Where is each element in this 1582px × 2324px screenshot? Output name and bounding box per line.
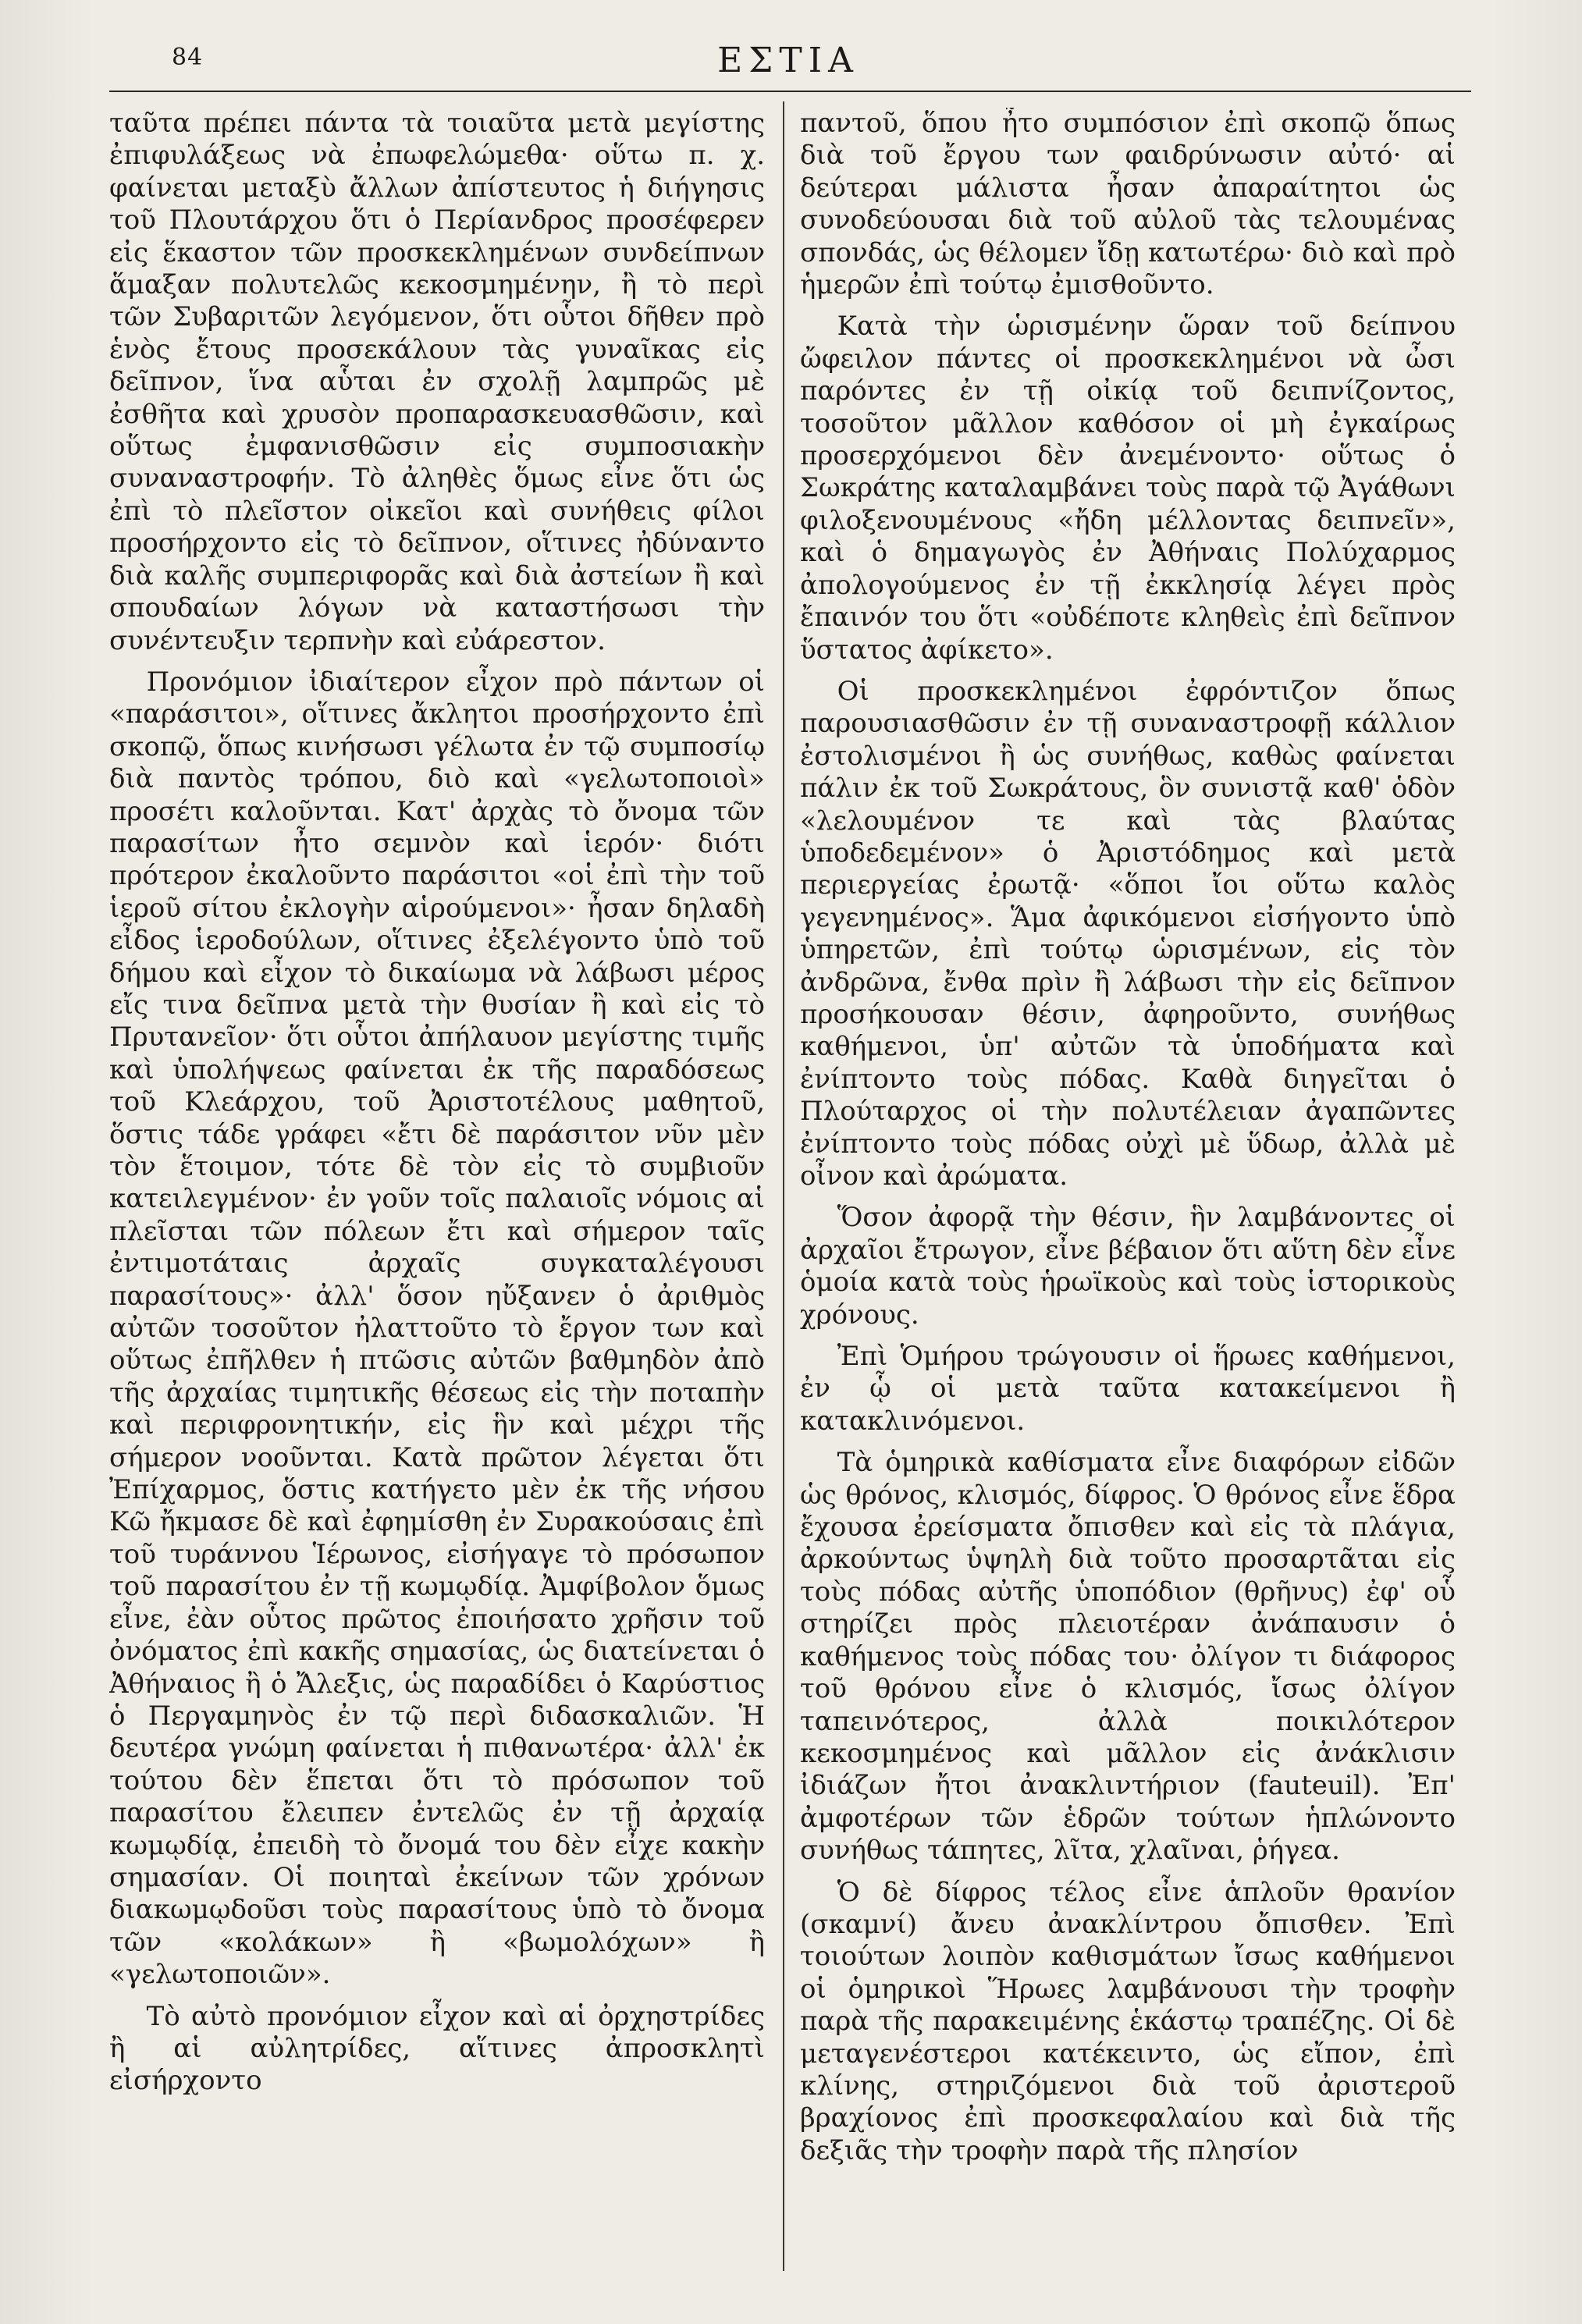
page-number: 84 [172,44,204,71]
header-rule [109,91,1471,92]
paragraph: Ἐπὶ Ὁμήρου τρώγουσιν οἱ ἥρωες καθήμενοι, ἐν ᾧ οἱ μετὰ ταῦτα κατακείμενοι ἢ κατακλινόμενοι. [800,1341,1456,1437]
paragraph: Τὸ αὐτὸ προνόμιον εἶχον καὶ αἱ ὀρχηστρίδες ἢ αἱ αὐλητρίδες, αἵτινες ἀπροσκλητὶ εἰσήρχοντο [109,2000,765,2097]
paragraph: Ὅσον ἀφορᾷ τὴν θέσιν, ἣν λαμβάνοντες οἱ ἀρχαῖοι ἔτρωγον, εἶνε βέβαιον ὅτι αὕτη δὲν εἶνε ὁμοία κατὰ τοὺς ἡρωϊκοὺς καὶ τοὺς ἱστορικοὺς χρόνους. [800,1202,1456,1331]
paragraph: Προνόμιον ἰδιαίτερον εἶχον πρὸ πάντων οἱ «παράσιτοι», οἵτινες ἄκλητοι προσήρχοντο ἐπὶ σκοπῷ, ὅπως κινήσωσι γέλωτα ἐν τῷ συμποσίῳ διὰ παντὸς τρόπου, διὸ καὶ «γελωτοποιοὶ» προσέτι καλοῦνται. Κατ' ἀρχὰς τὸ ὄνομα τῶν παρασίτων ἦτο σεμνὸν καὶ ἱερόν· διότι πρότερον ἐκαλοῦντο παράσιτοι «οἱ ἐπὶ τὴν τοῦ ἱεροῦ σίτου ἐκλογὴν αἱρούμενοι»· ἦσαν δηλαδὴ εἶδος ἱεροδούλων, οἵτινες ἐξελέγοντο ὑπὸ τοῦ δήμου καὶ εἶχον τὸ δικαίωμα νὰ λάβωσι μέρος εἴς τινα δεῖπνα μετὰ τὴν θυσίαν ἢ καὶ εἰς τὸ Πρυτανεῖον· ὅτι οὗτοι ἀπήλαυον μεγίστης τιμῆς καὶ ὑπολήψεως φαίνεται ἐκ τῆς παραδόσεως τοῦ Κλεάρχου, τοῦ Ἀριστοτέλους μαθητοῦ, ὅστις τάδε γράφει «ἔτι δὲ παράσιτον νῦν μὲν τὸν ἕτοιμον, τότε δὲ τὸν εἰς τὸ συμβιοῦν κατειλεγμένον· ἐν γοῦν τοῖς παλαιοῖς νόμοις αἱ πλεῖσται τῶν πόλεων ἔτι καὶ σήμερον ταῖς ἐντιμοτάταις ἀρχαῖς συγκαταλέγουσι παρασίτους»· ἀλλ' ὅσον ηὔξανεν ὁ ἀριθμὸς αὐτῶν τοσοῦτον ἠλαττοῦτο τὸ ἔργον των καὶ οὕτως ἐπῆλθεν ἡ πτῶσις αὐτῶν βαθμηδὸν ἀπὸ τῆς ἀρχαίας τιμητικῆς θέσεως εἰς τὴν ποταπὴν καὶ περιφρονητικήν, εἰς ἣν καὶ μέχρι τῆς σήμερον νοοῦνται. Κατὰ πρῶτον λέγεται ὅτι Ἐπίχαρμος, ὅστις κατήγετο μὲν ἐκ τῆς νήσου Κῶ ἤκμασε δὲ καὶ ἐφημίσθη ἐν Συρακούσαις ἐπὶ τοῦ τυράννου Ἱέρωνος, εἰσήγαγε τὸ πρόσωπον τοῦ παρασίτου ἐν τῇ κωμῳδίᾳ. Ἀμφίβολον ὅμως εἶνε, ἐὰν οὗτος πρῶτος ἐποιήσατο χρῆσιν τοῦ ὀνόματος ἐπὶ κακῆς σημασίας, ὡς διατείνεται ὁ Ἀθήναιος ἢ ὁ Ἄλεξις, ὡς παραδίδει ὁ Καρύστιος ὁ Περγαμηνὸς ἐν τῷ περὶ διδασκαλιῶν. Ἡ δευτέρα γνώμη φαίνεται ἡ πιθανωτέρα· ἀλλ' ἐκ τούτου δὲν ἕπεται ὅτι τὸ πρόσωπον τοῦ παρασίτου ἔλειπεν ἐντελῶς ἐν τῇ ἀρχαίᾳ κωμῳδίᾳ, ἐπειδὴ τὸ ὄνομά του δὲν εἶχε κακὴν σημασίαν. Οἱ ποιηταὶ ἐκείνων τῶν χρόνων διακωμῳδοῦσι τοὺς παρασίτους ὑπὸ τὸ ὄνομα τῶν «κολάκων» ἢ «βωμολόχων» ἢ «γελωτοποιῶν». [109,666,765,1991]
paragraph: Τὰ ὁμηρικὰ καθίσματα εἶνε διαφόρων εἰδῶν ὡς θρόνος, κλισμός, δίφρος. Ὁ θρόνος εἶνε ἕδρα ἔχουσα ἐρείσματα ὄπισθεν καὶ εἰς τὰ πλάγια, ἀρκούντως ὑψηλὴ διὰ τοῦτο προσαρτᾶται εἰς τοὺς πόδας αὐτῆς ὑποπόδιον (θρῆνυς) ἐφ' οὗ στηρίζει πρὸς πλειοτέραν ἀνάπαυσιν ὁ καθήμενος τοὺς πόδας του· ὀλίγον τι διάφορος τοῦ θρόνου εἶνε ὁ κλισμός, ἴσως ὀλίγον ταπεινότερος, ἀλλὰ ποικιλότερον κεκοσμημένος καὶ μᾶλλον εἰς ἀνάκλισιν ἰδιάζων ἤτοι ἀνακλιντήριον (fauteuil). Ἐπ' ἀμφοτέρων τῶν ἑδρῶν τούτων ἡπλώνοντο συνήθως τάπητες, λῖτα, χλαῖναι, ῥήγεα. [800,1447,1456,1867]
paragraph: παντοῦ, ὅπου ἦτο συμπόσιον ἐπὶ σκοπῷ ὅπως διὰ τοῦ ἔργου των φαιδρύνωσιν αὐτό· αἱ δεύτεραι μάλιστα ἦσαν ἀπαραίτητοι ὡς συνοδεύουσαι διὰ τοῦ αὐλοῦ τὰς τελουμένας σπονδάς, ὡς θέλομεν ἴδῃ κατωτέρω· διὸ καὶ πρὸ ἡμερῶν ἐπὶ τούτῳ ἐμισθοῦντο. [800,108,1456,301]
running-head: ΕΣΤΙΑ [717,41,859,80]
page-header [109,41,1467,87]
column-divider [783,101,784,2271]
paragraph: Κατὰ τὴν ὡρισμένην ὥραν τοῦ δείπνου ὤφειλον πάντες οἱ προσκεκλημένοι νὰ ὦσι παρόντες ἐν τῇ οἰκίᾳ τοῦ δειπνίζοντος, τοσοῦτον μᾶλλον καθόσον οἱ μὴ ἐγκαίρως προσερχόμενοι δὲν ἀνεμένοντο· οὕτως ὁ Σωκράτης καταλαμβάνει τοὺς παρὰ τῷ Ἀγάθωνι φιλοξενουμένους «ἤδη μέλλοντας δειπνεῖν», καὶ ὁ δημαγωγὸς ἐν Ἀθήναις Πολύχαρμος ἀπολογούμενος ἐν τῇ ἐκκλησίᾳ λέγει πρὸς ἔπαινόν του ὅτι «οὐδέποτε κληθεὶς ἐπὶ δεῖπνον ὕστατος ἀφίκετο». [800,311,1456,666]
right-column [800,108,1456,2285]
paragraph: Ὁ δὲ δίφρος τέλος εἶνε ἁπλοῦν θρανίον (σκαμνί) ἄνευ ἀνακλίντρου ὄπισθεν. Ἐπὶ τοιούτων λοιπὸν καθισμάτων ἴσως καθήμενοι οἱ ὁμηρικοὶ Ἥρωες λαμβάνουσι τὴν τροφὴν παρὰ τῆς παρακειμένης ἑκάστῳ τραπέζης. Οἱ δὲ μεταγενέστεροι κατέκειντο, ὡς εἴπον, ἐπὶ κλίνης, στηριζόμενοι διὰ τοῦ ἀριστεροῦ βραχίονος ἐπὶ προσκεφαλαίου καὶ διὰ τῆς δεξιᾶς τὴν τροφὴν παρὰ τῆς πλησίον [800,1876,1456,2166]
paragraph: ταῦτα πρέπει πάντα τὰ τοιαῦτα μετὰ μεγίστης ἐπιφυλάξεως νὰ ἐπωφελώμεθα· οὕτω π. χ. φαίνεται μεταξὺ ἄλλων ἀπίστευτος ἡ διήγησις τοῦ Πλουτάρχου ὅτι ὁ Περίανδρος προσέφερεν εἰς ἕκαστον τῶν προσκεκλημένων συνδείπνων ἅμαξαν πολυτελῶς κεκοσμημένην, ἢ τὸ περὶ τῶν Συβαριτῶν λεγόμενον, ὅτι οὗτοι δῆθεν πρὸ ἑνὸς ἔτους προσεκάλουν τὰς γυναῖκας εἰς δεῖπνον, ἵνα αὗται ἐν σχολῇ λαμπρῶς μὲ ἐσθῆτα καὶ χρυσὸν προπαρασκευασθῶσιν, καὶ οὕτως ἐμφανισθῶσιν εἰς συμποσιακὴν συναναστροφήν. Τὸ ἀληθὲς ὅμως εἶνε ὅτι ὡς ἐπὶ τὸ πλεῖστον οἰκεῖοι καὶ συνήθεις φίλοι προσήρχοντο εἰς τὸ δεῖπνον, οἵτινες ἠδύναντο διὰ καλῆς συμπεριφορᾶς καὶ διὰ ἀστείων ἢ καὶ σπουδαίων λόγων νὰ καταστήσωσι τὴν συνέντευξιν τερπνὴν καὶ εὐάρεστον. [109,108,765,656]
left-column [109,108,765,2285]
paragraph: Οἱ προσκεκλημένοι ἐφρόντιζον ὅπως παρουσιασθῶσιν ἐν τῇ συναναστροφῇ κάλλιον ἐστολισμένοι ἢ ὡς συνήθως, καθὼς φαίνεται πάλιν ἐκ τοῦ Σωκράτους, ὃν συνιστᾷ καθ' ὁδὸν «λελουμένον τε καὶ τὰς βλαύτας ὑποδεδεμένον» ὁ Ἀριστόδημος καὶ μετὰ περιεργείας ἐρωτᾷ· «ὅποι ἴοι οὕτω καλὸς γεγενημένος». Ἅμα ἀφικόμενοι εἰσήγοντο ὑπὸ ὑπηρετῶν, ἐπὶ τούτῳ ὡρισμένων, εἰς τὸν ἀνδρῶνα, ἔνθα πρὶν ἢ λάβωσι τὴν εἰς δεῖπνον προσήκουσαν θέσιν, ἀφηροῦντο, συνήθως καθήμενοι, ὑπ' αὐτῶν τὰ ὑποδήματα καὶ ἐνίπτοντο τοὺς πόδας. Καθὰ διηγεῖται ὁ Πλούταρχος οἱ τὴν πολυτέλειαν ἀγαπῶντες ἐνίπτοντο τοὺς πόδας οὐχὶ μὲ ὕδωρ, ἀλλὰ μὲ οἶνον καὶ ἀρώματα. [800,675,1456,1192]
